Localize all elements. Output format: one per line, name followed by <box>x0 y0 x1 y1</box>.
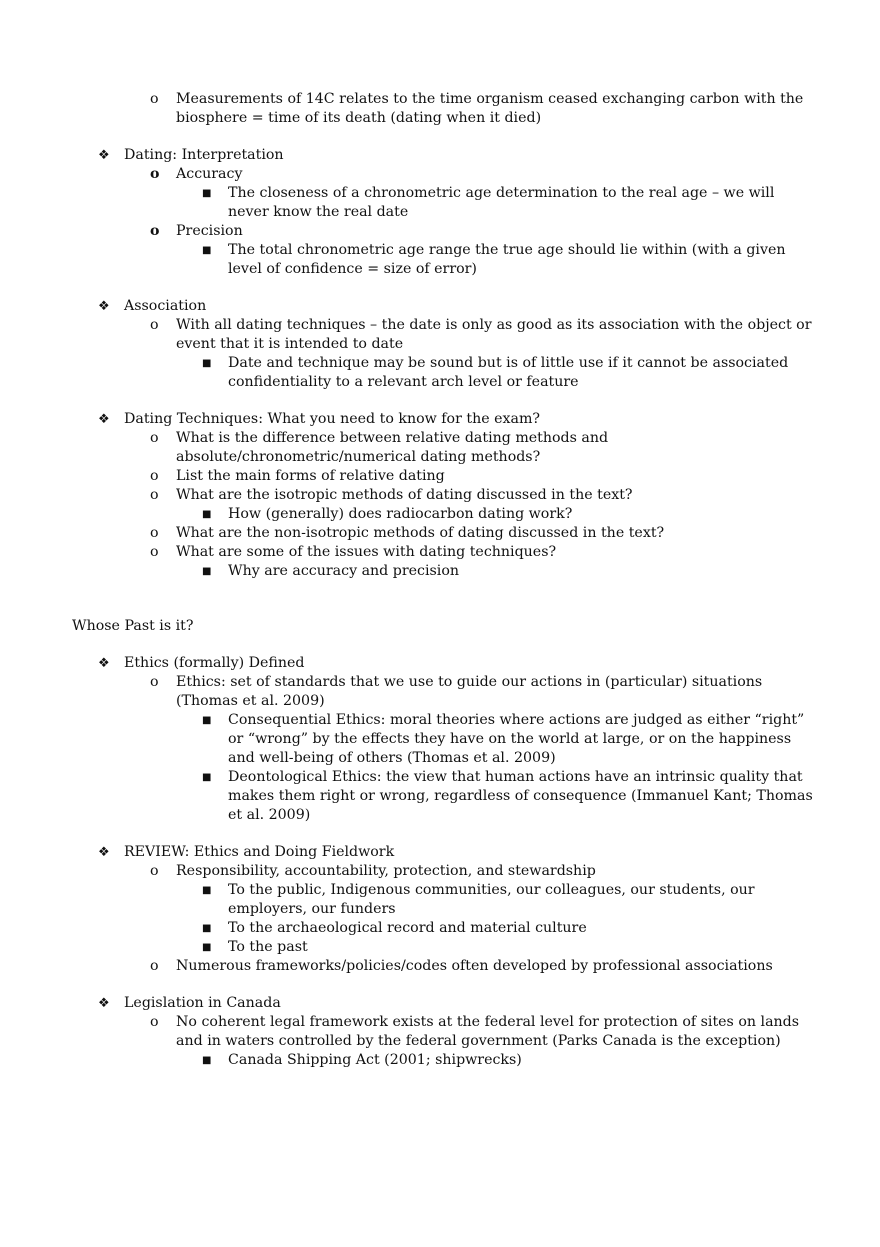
diamond-bullet: ❖ <box>98 996 110 1011</box>
square-bullet: ■ <box>202 358 212 369</box>
square-bullet: ■ <box>202 1055 212 1066</box>
list-item <box>0 222 880 241</box>
list-item <box>0 881 880 919</box>
list-item <box>0 90 880 128</box>
list-item <box>0 994 880 1013</box>
circle-bullet: o <box>150 468 159 484</box>
circle-bullet: o <box>150 1014 159 1030</box>
diamond-bullet: ❖ <box>98 845 110 860</box>
list-item <box>0 1013 880 1051</box>
circle-bullet: o <box>150 166 160 182</box>
list-item-text: Precision <box>176 223 243 239</box>
section-title-text: Whose Past is it? <box>72 618 194 634</box>
list-item <box>0 562 880 581</box>
list-item-text: Date and technique may be sound but is of little use if it cannot be associated confidentiality to a relevant arch level or feature <box>228 355 789 390</box>
list-item-text: Accuracy <box>176 166 243 182</box>
list-item <box>0 843 880 862</box>
list-item-text: Ethics: set of standards that we use to guide our actions in (particular) situations (Thomas et al. 2009) <box>176 674 763 709</box>
list-item-text: To the past <box>228 939 308 955</box>
list-item <box>0 241 880 279</box>
circle-bullet: o <box>150 863 159 879</box>
circle-bullet: o <box>150 430 159 446</box>
section-heading: Association <box>124 298 207 314</box>
list-item-text: Why are accuracy and precision <box>228 563 460 579</box>
section-heading: REVIEW: Ethics and Doing Fieldwork <box>124 844 395 860</box>
list-item <box>0 957 880 976</box>
list-item <box>0 862 880 881</box>
list-item <box>0 673 880 711</box>
square-bullet: ■ <box>202 942 212 953</box>
circle-bullet: o <box>150 958 159 974</box>
list-item <box>0 919 880 938</box>
diamond-bullet: ❖ <box>98 656 110 671</box>
list-item-text: The closeness of a chronometric age determination to the real age – we will never know the real date <box>228 185 775 220</box>
circle-bullet: o <box>150 525 159 541</box>
list-item <box>0 543 880 562</box>
section-heading: Dating: Interpretation <box>124 147 284 163</box>
square-bullet: ■ <box>202 509 212 520</box>
square-bullet: ■ <box>202 772 212 783</box>
list-item-text: List the main forms of relative dating <box>176 468 445 484</box>
list-item <box>0 165 880 184</box>
page-section-title <box>0 617 808 636</box>
list-item-text: How (generally) does radiocarbon dating work? <box>228 506 573 522</box>
list-item-text: With all dating techniques – the date is only as good as its association with the object or event that it is intended to date <box>176 317 812 352</box>
section-heading: Ethics (formally) Defined <box>124 655 305 671</box>
list-item-text: Measurements of 14C relates to the time organism ceased exchanging carbon with the biosphere = time of its death (dating when it died) <box>176 91 804 126</box>
section-heading: Legislation in Canada <box>124 995 281 1011</box>
square-bullet: ■ <box>202 923 212 934</box>
circle-bullet: o <box>150 91 159 107</box>
list-item <box>0 654 880 673</box>
list-item-text: Numerous frameworks/policies/codes often developed by professional associations <box>176 958 773 974</box>
diamond-bullet: ❖ <box>98 148 110 163</box>
circle-bullet: o <box>150 317 159 333</box>
list-item <box>0 505 880 524</box>
list-item-text: What is the difference between relative dating methods and absolute/chronometric/numerical dating methods? <box>176 430 609 465</box>
circle-bullet: o <box>150 487 159 503</box>
list-item <box>0 711 880 768</box>
list-item-text: The total chronometric age range the true age should lie within (with a given level of confidence = size of error) <box>228 242 786 277</box>
list-item <box>0 467 880 486</box>
circle-bullet: o <box>150 223 160 239</box>
list-item-text: What are the isotropic methods of dating discussed in the text? <box>176 487 633 503</box>
list-item <box>0 184 880 222</box>
list-item <box>0 410 880 429</box>
list-item <box>0 316 880 354</box>
list-item-text: Responsibility, accountability, protection, and stewardship <box>176 863 596 879</box>
list-item <box>0 297 880 316</box>
list-item-text: No coherent legal framework exists at the federal level for protection of sites on lands and in waters controlled by the federal government (Parks Canada is the exception) <box>176 1014 800 1049</box>
square-bullet: ■ <box>202 885 212 896</box>
list-item <box>0 146 880 165</box>
diamond-bullet: ❖ <box>98 412 110 427</box>
square-bullet: ■ <box>202 566 212 577</box>
list-item-text: Consequential Ethics: moral theories where actions are judged as either “right” or “wrong” by the effects they have on the world at large, or on the happiness and well-being of others (Thomas et al. 2009) <box>228 712 805 766</box>
list-item <box>0 486 880 505</box>
list-item <box>0 1051 880 1070</box>
list-item-text: Canada Shipping Act (2001; shipwrecks) <box>228 1052 522 1068</box>
diamond-bullet: ❖ <box>98 299 110 314</box>
list-item-text: To the archaeological record and material culture <box>228 920 587 936</box>
section-heading: Dating Techniques: What you need to know for the exam? <box>124 411 541 427</box>
list-item <box>0 938 880 957</box>
list-item-text: What are the non-isotropic methods of dating discussed in the text? <box>176 525 665 541</box>
square-bullet: ■ <box>202 245 212 256</box>
list-item <box>0 354 880 392</box>
list-item <box>0 429 880 467</box>
list-item <box>0 524 880 543</box>
circle-bullet: o <box>150 674 159 690</box>
list-item <box>0 768 880 825</box>
list-item-text: What are some of the issues with dating techniques? <box>176 544 557 560</box>
square-bullet: ■ <box>202 715 212 726</box>
circle-bullet: o <box>150 544 159 560</box>
list-item-text: Deontological Ethics: the view that human actions have an intrinsic quality that makes them right or wrong, regardless of consequence (Immanuel Kant; Thomas et al. 2009) <box>228 769 813 823</box>
square-bullet: ■ <box>202 188 212 199</box>
list-item-text: To the public, Indigenous communities, our colleagues, our students, our employers, our funders <box>228 882 755 917</box>
